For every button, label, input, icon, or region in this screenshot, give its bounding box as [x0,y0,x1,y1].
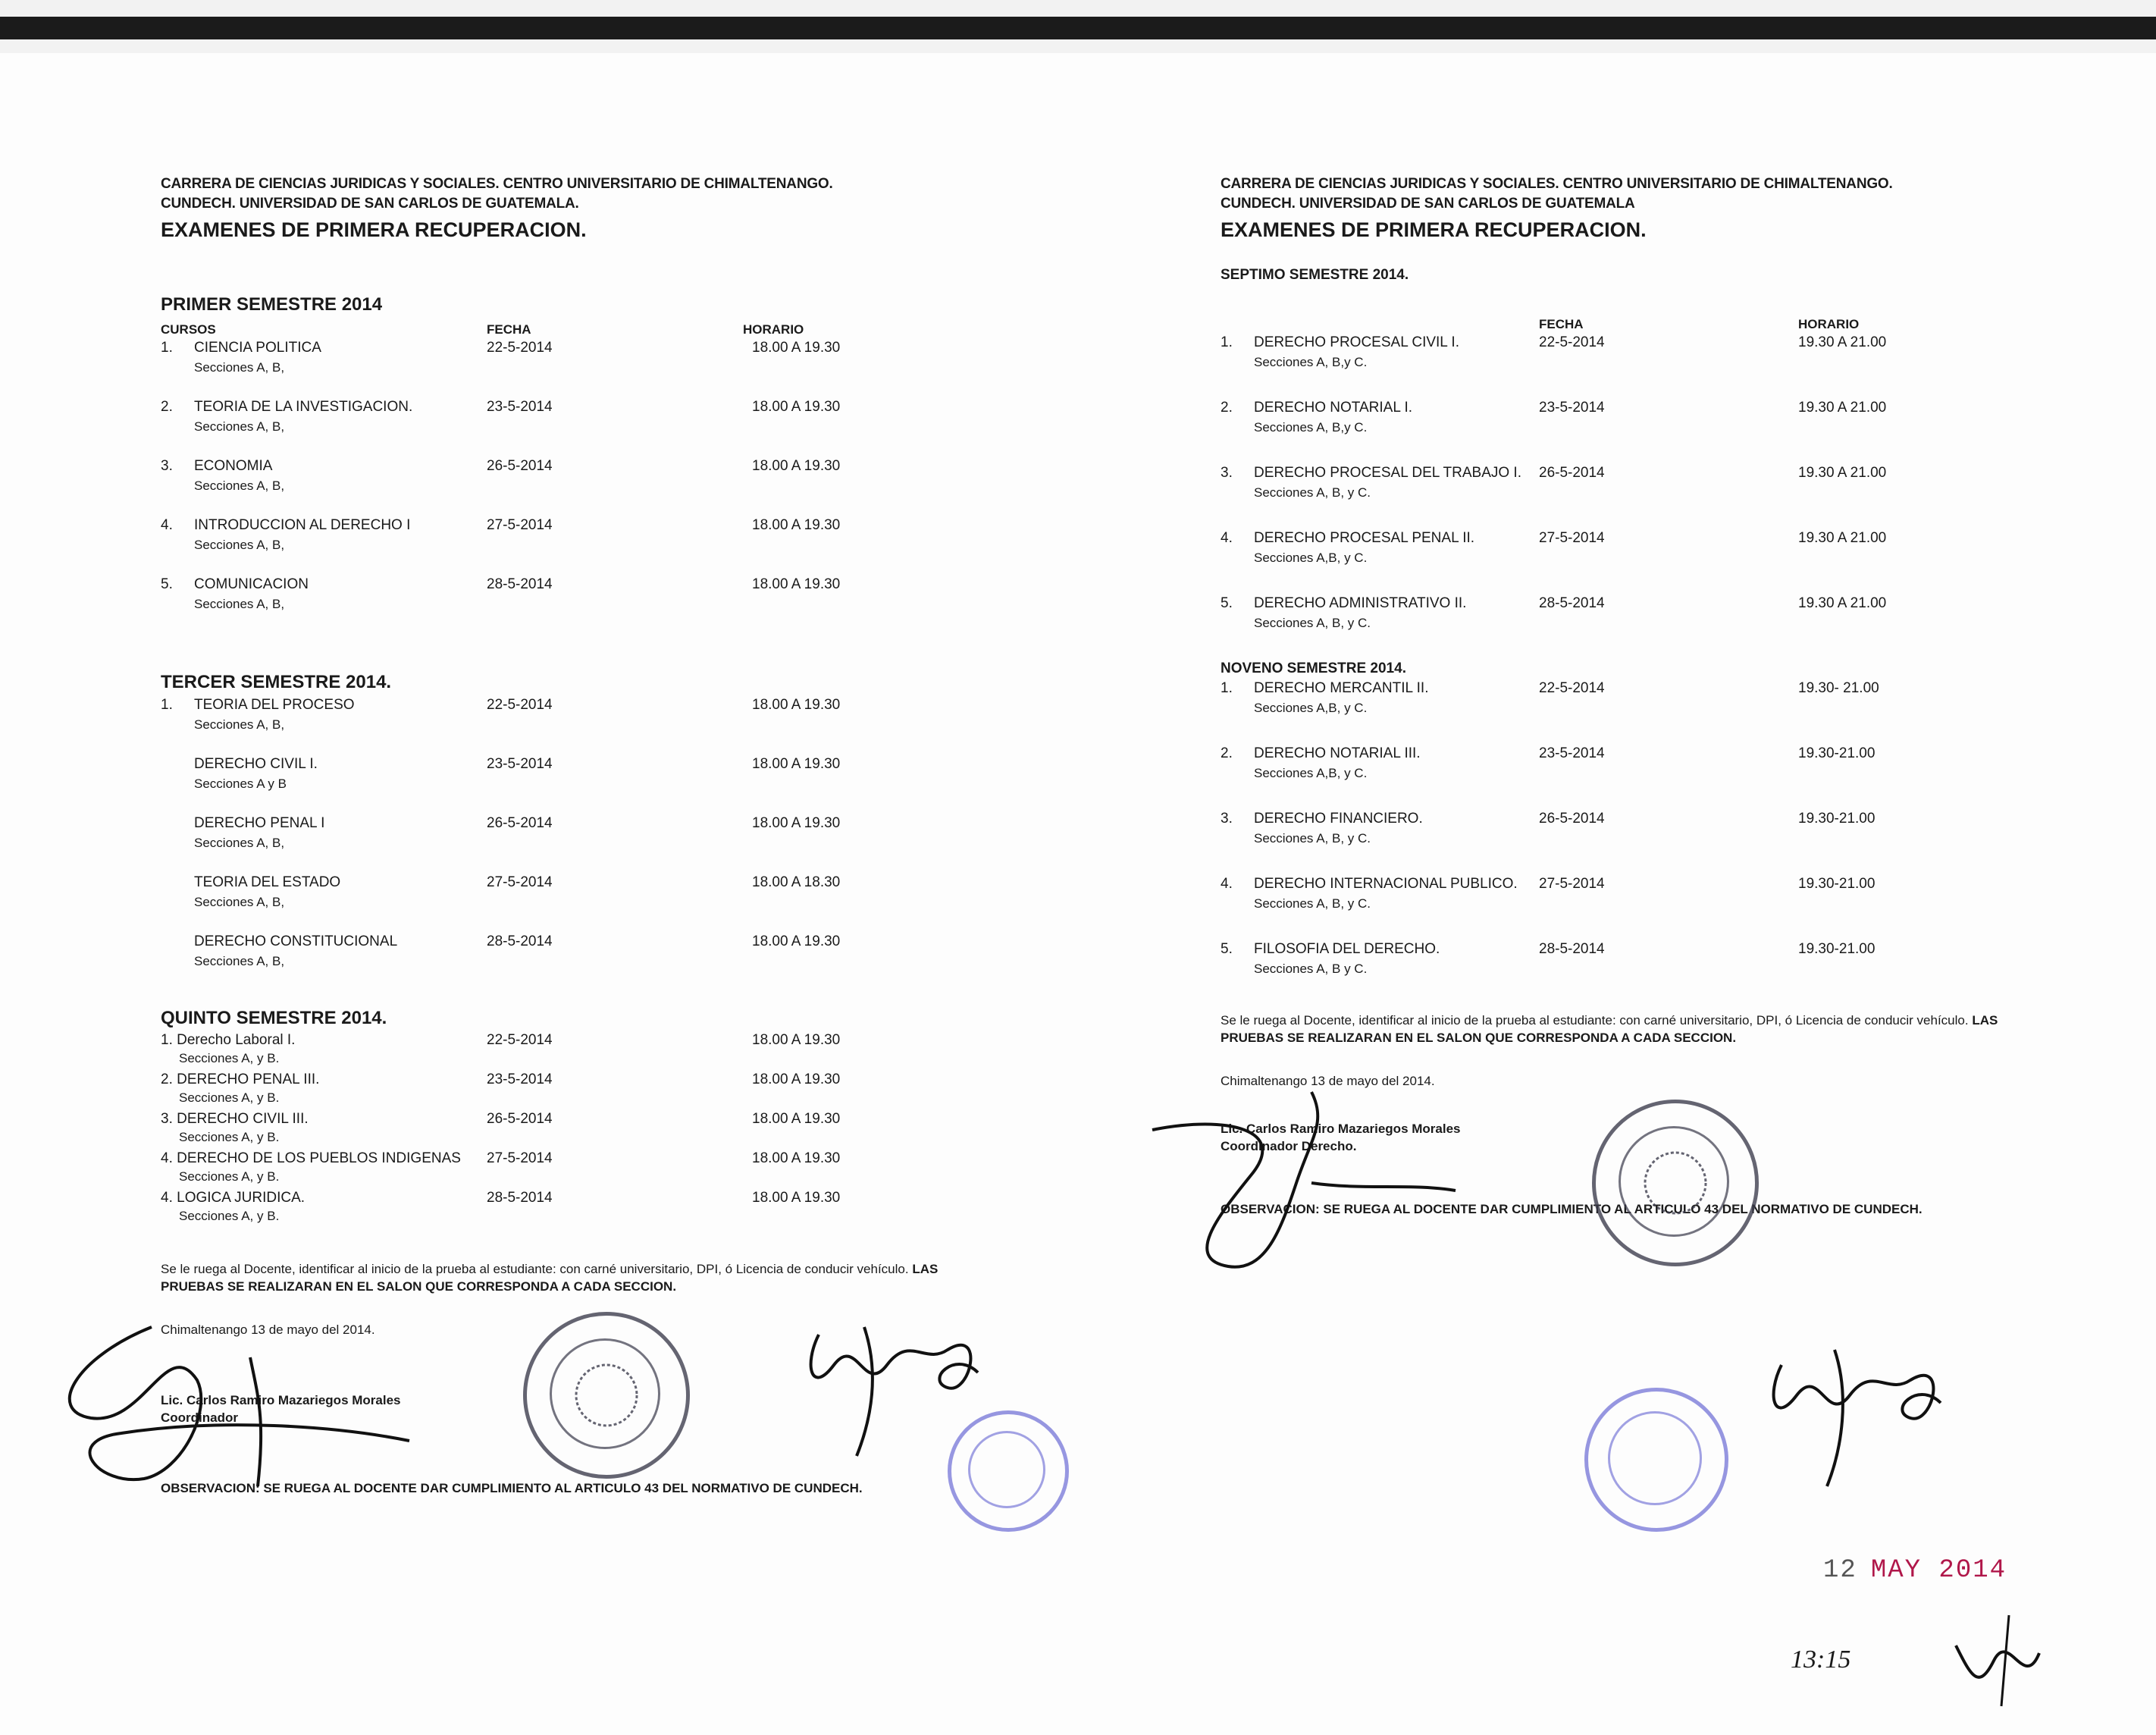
course-sections: Secciones A, B, [194,419,285,435]
course-sections: Secciones A, B, [194,360,285,375]
course-time: 19.30 A 21.00 [1798,334,1887,351]
semester-title-septimo: SEPTIMO SEMESTRE 2014. [1221,266,1409,283]
course-number: 3. [1221,811,1233,827]
course-row [161,755,1146,814]
course-sections: Secciones A, B, y C. [1254,831,1371,846]
scan-dark-band [0,17,2156,39]
course-row [161,456,1146,516]
course-list-noveno [1221,679,2156,1005]
course-time: 19.30 A 21.00 [1798,465,1887,482]
course-time: 18.00 A 19.30 [752,933,841,949]
received-time: 13:15 [1791,1646,1851,1674]
course-list-septimo [1221,333,2156,659]
course-row [1221,529,2156,594]
course-name: DERECHO ADMINISTRATIVO II. [1254,595,1467,612]
course-name: DERECHO PROCESAL DEL TRABAJO I. [1254,465,1521,482]
course-sections: Secciones A, y B. [179,1129,280,1144]
course-time: 18.00 A 19.30 [752,1110,841,1127]
course-time: 19.30 A 21.00 [1798,530,1887,547]
course-sections: Secciones A, B, [194,894,285,909]
course-number: 1. [1221,680,1233,696]
semester-title-quinto: QUINTO SEMESTRE 2014. [161,1007,387,1028]
place-date: Chimaltenango 13 de mayo del 2014. [161,1322,375,1337]
course-time: 19.30-21.00 [1798,876,1876,892]
scan-top-edge [0,0,2156,53]
course-sections: Secciones A, B, y C. [1254,616,1371,631]
signer-name: Lic. Carlos Ramiro Mazariegos Morales [1221,1121,1461,1136]
signer-role: Coordinador Derecho. [1221,1138,1357,1153]
course-time: 19.30-21.00 [1798,745,1876,761]
course-number: 5. [1221,595,1233,612]
course-sections: Secciones A,B, y C. [1254,766,1368,780]
course-number: 5. [161,576,173,593]
course-number: 2. [1221,400,1233,416]
course-date: 28-5-2014 [487,576,553,593]
course-number: 4. [1221,876,1233,892]
course-date: 26-5-2014 [487,814,553,831]
course-time: 18.00 A 19.30 [752,1150,841,1166]
course-name: COMUNICACION [194,576,309,593]
course-number: 5. [1221,941,1233,957]
course-number: 2. [161,399,173,416]
course-date: 27-5-2014 [1539,876,1605,892]
course-time: 18.00 A 19.30 [752,814,841,831]
course-time: 18.00 A 19.30 [752,340,841,356]
course-sections: Secciones A, B, y C. [1254,485,1371,500]
course-name: 4. DERECHO DE LOS PUEBLOS INDIGENAS [161,1150,461,1166]
observation: OBSERVACION: SE RUEGA AL DOCENTE DAR CUMPLIMIENTO AL ARTICULO 43 DEL NORMATIVO DE CUNDECH. [1221,1201,1923,1216]
course-date: 22-5-2014 [487,340,553,356]
course-row [161,1031,1146,1070]
course-sections: Secciones A, B y C. [1254,962,1368,976]
course-number: 1. [1221,334,1233,351]
course-sections: Secciones A, y B. [179,1169,280,1184]
seal-stamp-right [1592,1100,1759,1266]
semester-title-tercer: TERCER SEMESTRE 2014. [161,672,392,693]
course-date: 23-5-2014 [487,755,553,772]
course-row [161,338,1146,397]
course-row [1221,679,2156,744]
seal-inner-ring [1608,1411,1702,1505]
course-row [161,873,1146,932]
course-sections: Secciones A, B, [194,953,285,968]
course-date: 27-5-2014 [1539,530,1605,547]
course-name: FILOSOFIA DEL DERECHO. [1254,941,1440,957]
course-time: 18.00 A 19.30 [752,1071,841,1087]
course-date: 22-5-2014 [1539,334,1605,351]
place-date: Chimaltenango 13 de mayo del 2014. [1221,1073,1435,1088]
signer-name: Lic. Carlos Ramiro Mazariegos Morales [161,1392,401,1407]
course-row [161,516,1146,575]
seal-inner-ring [1619,1126,1729,1237]
received-date-stamp [1823,1556,2007,1585]
notice-text: Se le ruega al Docente, identificar al inicio de la prueba al estudiante: con carné universitario, DPI, ó Licencia de conducir vehículo. [161,1261,909,1276]
header-line-1: CARRERA DE CIENCIAS JURIDICAS Y SOCIALES. CENTRO UNIVERSITARIO DE CHIMALTENANGO. [1221,176,1893,192]
course-name: DERECHO CIVIL I. [194,755,318,772]
course-date: 27-5-2014 [487,517,553,534]
course-name: DERECHO INTERNACIONAL PUBLICO. [1254,876,1518,892]
course-date: 28-5-2014 [1539,595,1605,612]
course-sections: Secciones A, B,y C. [1254,420,1368,435]
course-number: 4. [161,517,173,534]
course-row [161,695,1146,755]
course-name: 4. LOGICA JURIDICA. [161,1189,306,1206]
course-date: 28-5-2014 [487,933,553,949]
course-time: 18.00 A 19.30 [752,517,841,534]
course-sections: Secciones A, y B. [179,1090,280,1105]
course-row [1221,463,2156,529]
seal-stamp [523,1312,690,1479]
column-headers [161,317,1146,338]
course-time: 18.00 A 19.30 [752,1031,841,1048]
observation: OBSERVACION: SE RUEGA AL DOCENTE DAR CUMPLIMIENTO AL ARTICULO 43 DEL NORMATIVO DE CUNDECH. [161,1480,863,1495]
notice-bold: LAS PRUEBAS SE REALIZARAN EN EL SALON QUE CORRESPONDA A CADA SECCION. [1221,1013,1998,1045]
course-sections: Secciones A y B [194,776,287,791]
course-time: 19.30-21.00 [1798,941,1876,957]
course-name: ECONOMIA [194,458,273,475]
course-row [1221,940,2156,1005]
document-title: EXAMENES DE PRIMERA RECUPERACION. [1221,218,1647,242]
course-name: 2. DERECHO PENAL III. [161,1071,320,1087]
course-date: 22-5-2014 [487,696,553,713]
course-date: 23-5-2014 [487,399,553,416]
column-horario: HORARIO [743,322,804,337]
course-sections: Secciones A, B, [194,478,285,494]
course-name: CIENCIA POLITICA [194,340,321,356]
course-name: DERECHO PENAL I [194,814,325,831]
course-sections: Secciones A, B, [194,597,285,612]
course-date: 22-5-2014 [487,1031,553,1048]
course-name: DERECHO CONSTITUCIONAL [194,933,398,949]
course-name: DERECHO PROCESAL PENAL II. [1254,530,1475,547]
course-date: 26-5-2014 [1539,811,1605,827]
course-time: 19.30-21.00 [1798,811,1876,827]
course-row [161,932,1146,991]
received-day: 12 [1823,1556,1857,1585]
course-sections: Secciones A, y B. [179,1208,280,1223]
signature-right-coordinator [1137,1031,1516,1289]
signature-received-initials [1941,1600,2054,1714]
course-time: 18.00 A 19.30 [752,399,841,416]
course-row [1221,333,2156,398]
document-title: EXAMENES DE PRIMERA RECUPERACION. [161,218,587,242]
course-date: 26-5-2014 [487,1110,553,1127]
signature-right-director [1736,1319,1963,1494]
course-date: 26-5-2014 [1539,465,1605,482]
course-time: 18.00 A 19.30 [752,696,841,713]
course-time: 19.30 A 21.00 [1798,400,1887,416]
notice-bold: LAS PRUEBAS SE REALIZARAN EN EL SALON QUE CORRESPONDA A CADA SECCION. [161,1261,939,1294]
course-row [1221,744,2156,809]
semester-title-primer: PRIMER SEMESTRE 2014 [161,293,383,315]
signature-left-director [773,1304,1001,1471]
course-time: 18.00 A 18.30 [752,874,841,890]
course-sections: Secciones A, B, [194,717,285,732]
course-row [161,1070,1146,1109]
course-number: 4. [1221,530,1233,547]
course-row [161,397,1146,456]
course-time: 18.00 A 19.30 [752,755,841,772]
header-line-2: CUNDECH. UNIVERSIDAD DE SAN CARLOS DE GUATEMALA [1221,195,1635,212]
course-name: TEORIA DEL PROCESO [194,696,355,713]
course-date: 27-5-2014 [487,1150,553,1166]
course-row [161,1188,1146,1228]
course-name: DERECHO MERCANTIL II. [1254,680,1429,696]
course-name: DERECHO NOTARIAL I. [1254,400,1413,416]
course-name: 1. Derecho Laboral I. [161,1031,296,1048]
course-number: 3. [1221,465,1233,482]
course-row [1221,594,2156,659]
course-date: 22-5-2014 [1539,680,1605,696]
course-row [1221,809,2156,874]
course-sections: Secciones A, B, [194,538,285,553]
course-sections: Secciones A,B, y C. [1254,701,1368,715]
semester-title-noveno: NOVENO SEMESTRE 2014. [1221,660,1406,677]
course-time: 19.30 A 21.00 [1798,595,1887,612]
course-time: 18.00 A 19.30 [752,576,841,593]
course-number: 2. [1221,745,1233,761]
course-row [1221,874,2156,940]
signature-left-coordinator [30,1289,455,1509]
course-sections: Secciones A,B, y C. [1254,551,1368,566]
column-fecha: FECHA [487,322,531,337]
course-row [161,814,1146,873]
column-horario: HORARIO [1798,317,1860,332]
course-list-quinto [161,1031,1146,1228]
column-headers [1221,312,2156,333]
course-date: 28-5-2014 [1539,941,1605,957]
course-name: TEORIA DE LA INVESTIGACION. [194,399,413,416]
course-number: 1. [161,696,173,713]
course-date: 23-5-2014 [487,1071,553,1087]
seal-stamp-blue-right [1584,1388,1728,1532]
course-date: 23-5-2014 [1539,745,1605,761]
course-number: 1. [161,340,173,356]
course-name: DERECHO PROCESAL CIVIL I. [1254,334,1459,351]
course-name: DERECHO NOTARIAL III. [1254,745,1421,761]
column-cursos: CURSOS [161,322,216,337]
course-name: INTRODUCCION AL DERECHO I [194,517,411,534]
course-list-tercer [161,695,1146,991]
received-month-year: MAY 2014 [1870,1556,2007,1585]
course-name: 3. DERECHO CIVIL III. [161,1110,309,1127]
course-name: TEORIA DEL ESTADO [194,874,341,890]
course-sections: Secciones A, y B. [179,1050,280,1065]
course-sections: Secciones A, B, [194,835,285,850]
course-sections: Secciones A, B,y C. [1254,355,1368,370]
seal-inner-ring [550,1338,660,1449]
course-sections: Secciones A, B, y C. [1254,896,1371,911]
column-fecha: FECHA [1539,317,1584,332]
course-row [161,1109,1146,1149]
header-line-1: CARRERA DE CIENCIAS JURIDICAS Y SOCIALES. CENTRO UNIVERSITARIO DE CHIMALTENANGO. [161,176,833,192]
course-row [161,575,1146,634]
course-time: 19.30- 21.00 [1798,680,1879,696]
signer-role: Coordinador [161,1410,238,1425]
course-date: 23-5-2014 [1539,400,1605,416]
course-list-primer [161,338,1146,634]
course-date: 27-5-2014 [487,874,553,890]
notice-text: Se le ruega al Docente, identificar al inicio de la prueba al estudiante: con carné universitario, DPI, ó Licencia de conducir vehículo. [1221,1013,1969,1028]
course-row [161,1149,1146,1188]
course-date: 28-5-2014 [487,1189,553,1206]
course-name: DERECHO FINANCIERO. [1254,811,1423,827]
course-date: 26-5-2014 [487,458,553,475]
course-time: 18.00 A 19.30 [752,1189,841,1206]
course-time: 18.00 A 19.30 [752,458,841,475]
course-row [1221,398,2156,463]
header-line-2: CUNDECH. UNIVERSIDAD DE SAN CARLOS DE GUATEMALA. [161,195,579,212]
course-number: 3. [161,458,173,475]
